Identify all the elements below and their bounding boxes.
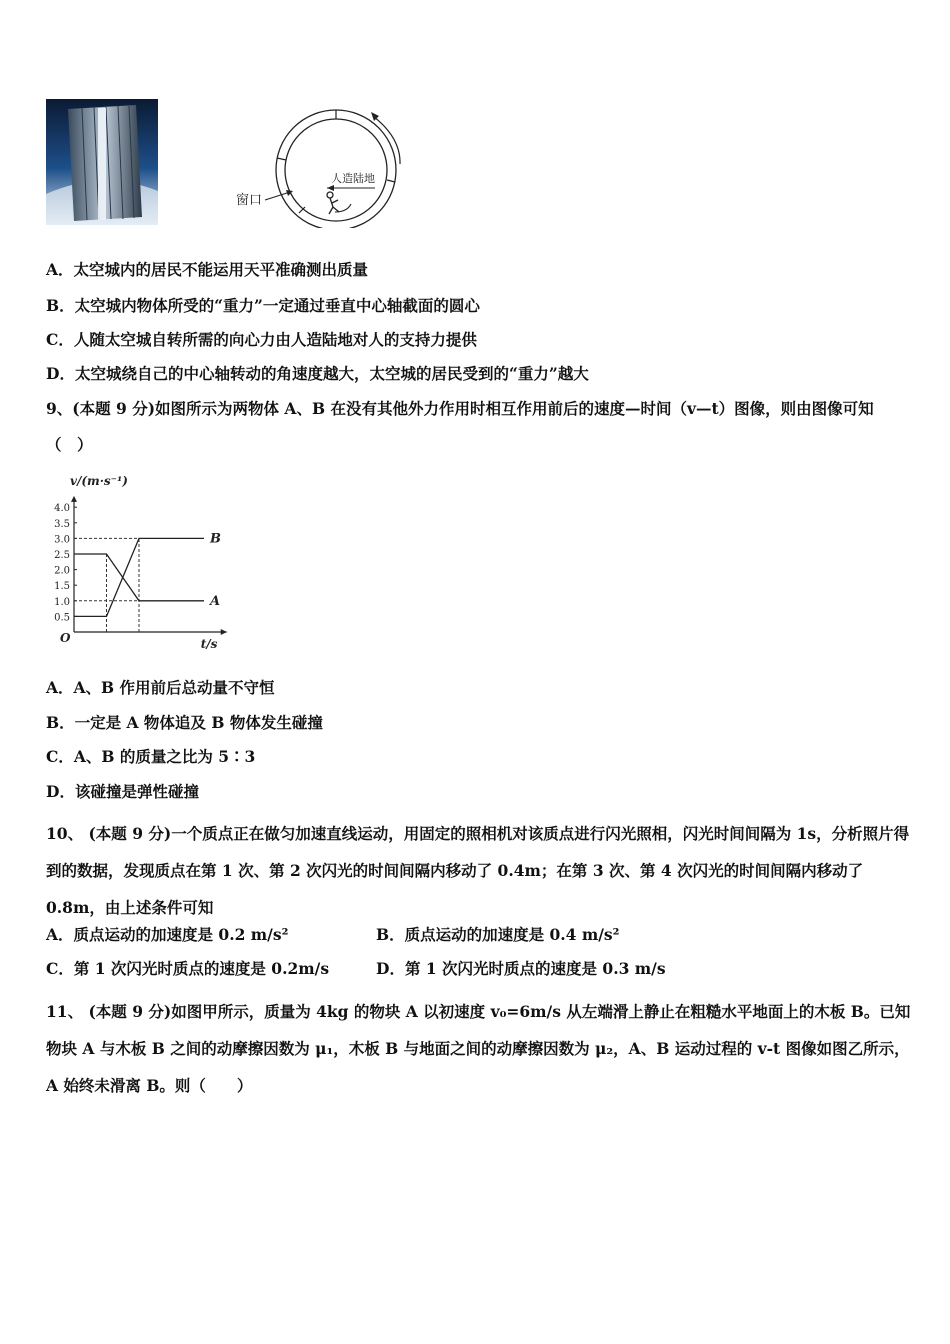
y-tick-label: 0.5 bbox=[54, 612, 70, 624]
ring-label-window: 窗口 bbox=[236, 193, 263, 208]
vt-chart bbox=[44, 470, 229, 650]
q10-option-b: B．质点运动的加速度是 0.4 m/s² bbox=[376, 925, 620, 944]
q8-option-b: B．太空城内物体所受的“重力”一定通过垂直中心轴截面的圆心 bbox=[46, 296, 480, 315]
q9-option-c: C．A、B 的质量之比为 5∶3 bbox=[46, 747, 256, 766]
q8-option-c: C．人随太空城自转所需的向心力由人造陆地对人的支持力提供 bbox=[46, 330, 477, 349]
q11-stem: 11、 (本题 9 分)如图甲所示，质量为 4kg 的物块 A 以初速度 v₀=6m/s 从左端滑上静止在粗糙水平地面上的木板 B。已知物块 A 与木板 B 之间的动摩擦因数为 μ₁，木板 B 与地面之间的动摩擦因数为 μ₂，A、B 运动过程的 v-t 图像如图乙所示，A 始终未滑离 B。则（ ） bbox=[46, 1002, 911, 1095]
q9-bracket: （ ） bbox=[46, 435, 93, 454]
y-tick-label: 1.0 bbox=[54, 596, 70, 608]
y-tick-label: 3.0 bbox=[54, 534, 70, 546]
series-label-B: B bbox=[210, 531, 221, 547]
origin-label: O bbox=[60, 631, 71, 645]
q8-option-a: A．太空城内的居民不能运用天平准确测出质量 bbox=[46, 260, 369, 279]
x-axis-arrow bbox=[221, 629, 227, 635]
y-axis-arrow bbox=[71, 496, 77, 502]
q8-option-d: D．太空城绕自己的中心轴转动的角速度越大，太空城的居民受到的“重力”越大 bbox=[46, 364, 589, 383]
space-city-ring-diagram bbox=[235, 108, 405, 228]
q10-stem: 10、 (本题 9 分)一个质点正在做匀加速直线运动，用固定的照相机对该质点进行闪光照相，闪光时间间隔为 1s，分析照片得到的数据，发现质点在第 1 次、第 2 次闪光的时间间隔内移动了 0.4m；在第 3 次、第 4 次闪光的时间间隔内移动了 0.8m，由上述条件可知 bbox=[46, 824, 910, 917]
q9-option-d: D．该碰撞是弹性碰撞 bbox=[46, 782, 199, 801]
y-tick-label: 2.0 bbox=[54, 565, 70, 577]
q10-option-d: D．第 1 次闪光时质点的速度是 0.3 m/s bbox=[376, 959, 666, 978]
y-tick-label: 3.5 bbox=[54, 518, 70, 530]
y-axis-label: v/(m·s⁻¹) bbox=[70, 474, 128, 488]
x-axis-label: t/s bbox=[200, 637, 218, 650]
q10-option-c: C．第 1 次闪光时质点的速度是 0.2m/s bbox=[46, 959, 330, 978]
space-city-photo bbox=[46, 99, 158, 225]
y-tick-label: 1.5 bbox=[54, 581, 70, 593]
y-tick-label: 2.5 bbox=[54, 550, 70, 561]
series-label-A: A bbox=[210, 593, 221, 609]
q10-option-a: A．质点运动的加速度是 0.2 m/s² bbox=[46, 925, 289, 944]
y-tick-label: 4.0 bbox=[54, 503, 70, 515]
q9-option-a: A．A、B 作用前后总动量不守恒 bbox=[46, 678, 275, 697]
q9-option-b: B．一定是 A 物体追及 B 物体发生碰撞 bbox=[46, 713, 323, 732]
ring-label-land: 人造陆地 bbox=[331, 172, 375, 185]
q9-stem: 9、(本题 9 分)如图所示为两物体 A、B 在没有其他外力作用时相互作用前后的速度—时间（v—t）图像，则由图像可知 bbox=[46, 399, 874, 418]
